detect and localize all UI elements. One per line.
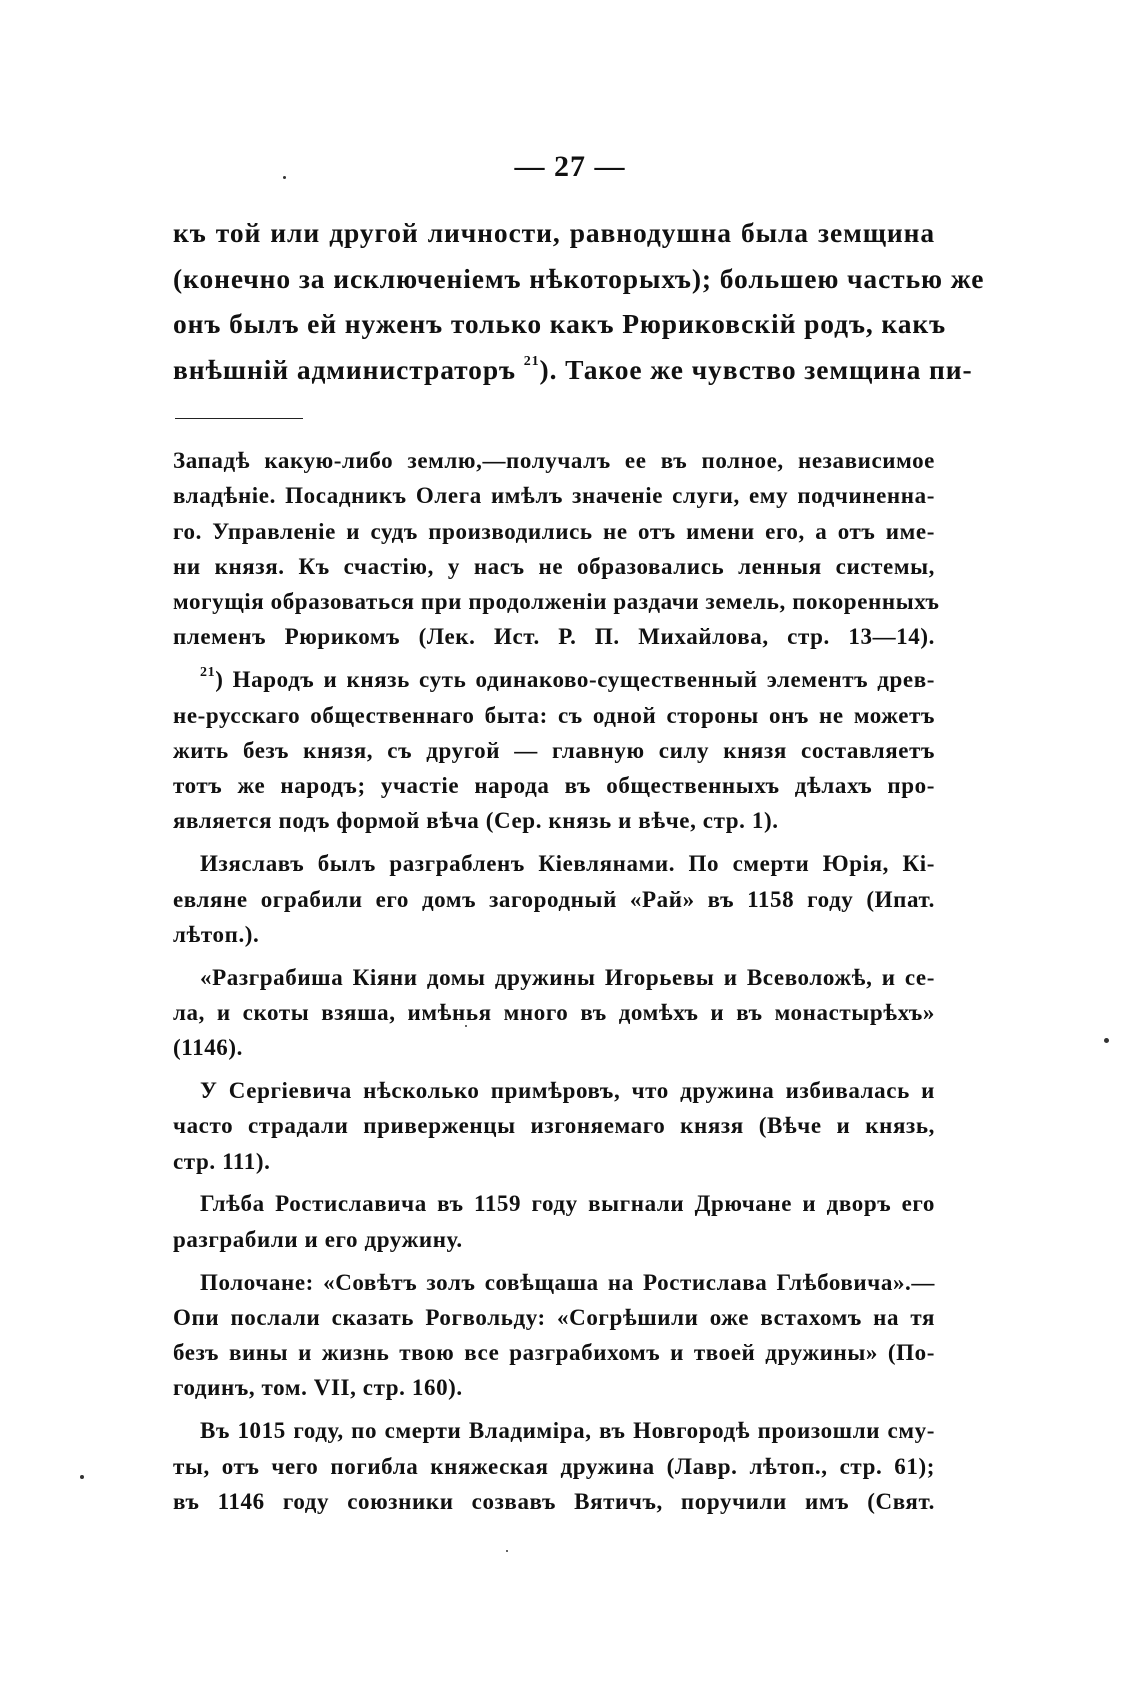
footnote-line: ни князя. Къ счастію, у насъ не образовались ленныя системы, (173, 553, 935, 579)
footnote-line: Западѣ какую-либо землю,—получалъ ее въ полное, независимое (173, 448, 935, 473)
footnote-ref-21: 21 (523, 354, 540, 370)
footnote-text: ) Народъ и князь суть одинаково-существенный элементъ древ- (215, 667, 935, 693)
footnote-line: лѣтоп.). (173, 921, 260, 947)
footnote-line: «Разграбиша Кіяни домы дружины Игорьевы и Всеволожѣ, и се- (200, 964, 935, 990)
footnote-continuation (173, 443, 940, 655)
footnote-line: часто страдали приверженцы изгоняемаго князя (Вѣче и князь, (173, 1113, 935, 1139)
footnotes (173, 443, 940, 1527)
footnote-line: ты, отъ чего погибла княжеская дружина (Лавр. лѣтоп., стр. 61); (173, 1453, 935, 1479)
footnote-line: является подъ формой вѣча (Сер. князь и вѣче, стр. 1). (173, 808, 779, 834)
footnote-line: Глѣба Ростиславича въ 1159 году выгнали Дрючане и дворъ его (200, 1191, 935, 1217)
main-text (173, 210, 985, 392)
main-text-line: къ той или другой личности, равнодушна была земщина (173, 217, 935, 248)
footnote-line: безъ вины и жизнь твою все разграбихомъ и твоей дружины» (По- (173, 1340, 935, 1366)
print-speck (283, 176, 286, 179)
page-number: — 27 — (514, 150, 626, 183)
footnote-paragraph-sergeevich (173, 1073, 935, 1179)
footnote-paragraph-kiyane (173, 960, 935, 1066)
footnote-line: стр. 111). (173, 1148, 271, 1174)
footnote-marker-21: 21 (200, 664, 216, 680)
footnote-line: племенъ Рюрикомъ (Лек. Ист. Р. П. Михайлова, стр. 13—14). (173, 624, 935, 650)
footnote-line: тотъ же народъ; участіе народа въ общественныхъ дѣлахъ про- (173, 773, 935, 799)
footnote-line: Изяславъ былъ разграбленъ Кіевлянами. По смерти Юрія, Кі- (200, 851, 935, 877)
footnote-line: жить безъ князя, съ другой — главную силу князя составляетъ (173, 737, 935, 763)
main-text-fragment: ). Такое же чувство земщина пи- (539, 353, 973, 385)
footnote-line (173, 662, 935, 697)
footnote-line: разграбили и его дружину. (173, 1226, 463, 1252)
footnote-paragraph-polochane (173, 1265, 935, 1406)
footnote-line: могущія образоваться при продолженіи раздачи земель, покоренныхъ (173, 589, 940, 615)
footnote-line: У Сергіевича нѣсколько примѣровъ, что дружина избивалась и (200, 1078, 935, 1104)
footnote-paragraph-gleb (173, 1186, 935, 1257)
footnote-paragraph-izyaslav (173, 846, 935, 952)
footnote-line: Опи послали сказать Рогвольду: «Согрѣшили оже встахомъ на тя (173, 1304, 935, 1330)
footnote-line: евляне ограбили его домъ загородный «Рай» въ 1158 году (Ипат. (173, 886, 935, 912)
footnote-line: Въ 1015 году, по смерти Владиміра, въ Новгородѣ произошли сму- (200, 1418, 935, 1444)
footnote-line: ла, и скоты взяша, имѣнья много въ домѣхъ и въ монастырѣхъ» (173, 999, 935, 1025)
footnote-21 (173, 662, 935, 838)
footnote-line: Полочане: «Совѣтъ золъ совѣщаша на Ростислава Глѣбовича».— (200, 1269, 935, 1295)
footnote-line: годинъ, том. VII, стр. 160). (173, 1375, 463, 1401)
main-text-line: (конечно за исключеніемъ нѣкоторыхъ); большею частью же (173, 262, 985, 294)
footnote-line: не-русскаго общественнаго быта: съ одной стороны онъ не можетъ (173, 702, 935, 728)
print-speck (1104, 1038, 1109, 1043)
print-speck (465, 1025, 467, 1027)
print-speck (80, 1475, 84, 1479)
main-text-line: онъ былъ ей нуженъ только какъ Рюриковскій родъ, какъ (173, 308, 947, 339)
footnote-separator (175, 418, 303, 419)
footnote-paragraph-1015 (173, 1413, 935, 1519)
print-speck (506, 1550, 508, 1552)
footnote-line: владѣніе. Посадникъ Олега имѣлъ значеніе слуги, ему подчиненна- (173, 483, 935, 509)
main-text-fragment: внѣшній администраторъ (173, 353, 516, 385)
main-text-line (173, 347, 973, 393)
footnote-line: (1146). (173, 1035, 243, 1061)
footnote-line: въ 1146 году союзники созвавъ Вятичъ, поручили имъ (Свят. (173, 1488, 935, 1514)
footnote-line: го. Управленіе и судъ производились не отъ имени его, а отъ име- (173, 518, 935, 544)
